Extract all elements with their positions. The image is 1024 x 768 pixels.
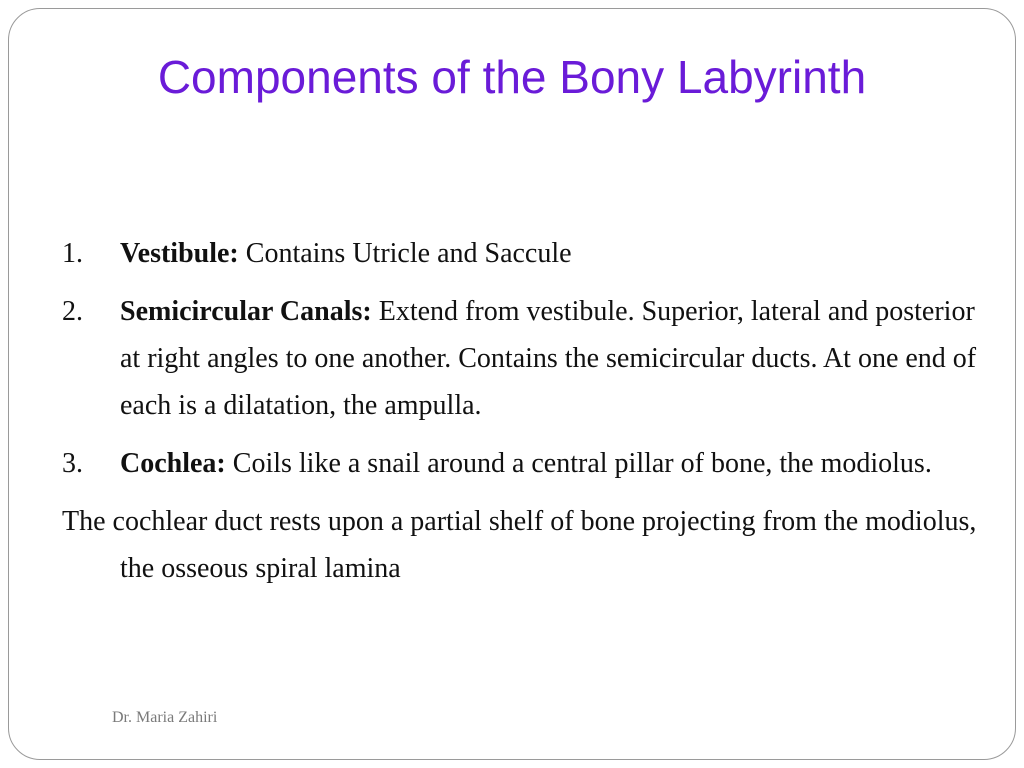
item-number: 2. [62,296,83,327]
item-term: Vestibule: [120,238,239,269]
item-number: 1. [62,238,83,269]
footer-author: Dr. Maria Zahiri [112,709,218,726]
slide-body [62,230,982,592]
cochlear-duct-paragraph: The cochlear duct rests upon a partial shelf of bone projecting from the modiolus, the osseous spiral lamina [62,506,977,584]
item-term: Cochlea: [120,448,226,479]
item-text: Extend from vestibule. Superior, lateral and posterior at right angles to one another. Contains the semicircular ducts. At one end of each is a dilatation, the ampulla. [120,296,977,421]
item-text: Coils like a snail around a central pillar of bone, the modiolus. [232,448,932,479]
item-number: 3. [62,448,83,479]
component-list [62,230,982,487]
item-text: Contains Utricle and Saccule [245,238,572,269]
slide-title: Components of the Bony Labyrinth [157,51,867,103]
list-item-cochlea [62,440,982,487]
item-term: Semicircular Canals: [120,296,372,327]
list-item-semicircular-canals [62,288,982,429]
list-item-vestibule [62,230,982,277]
